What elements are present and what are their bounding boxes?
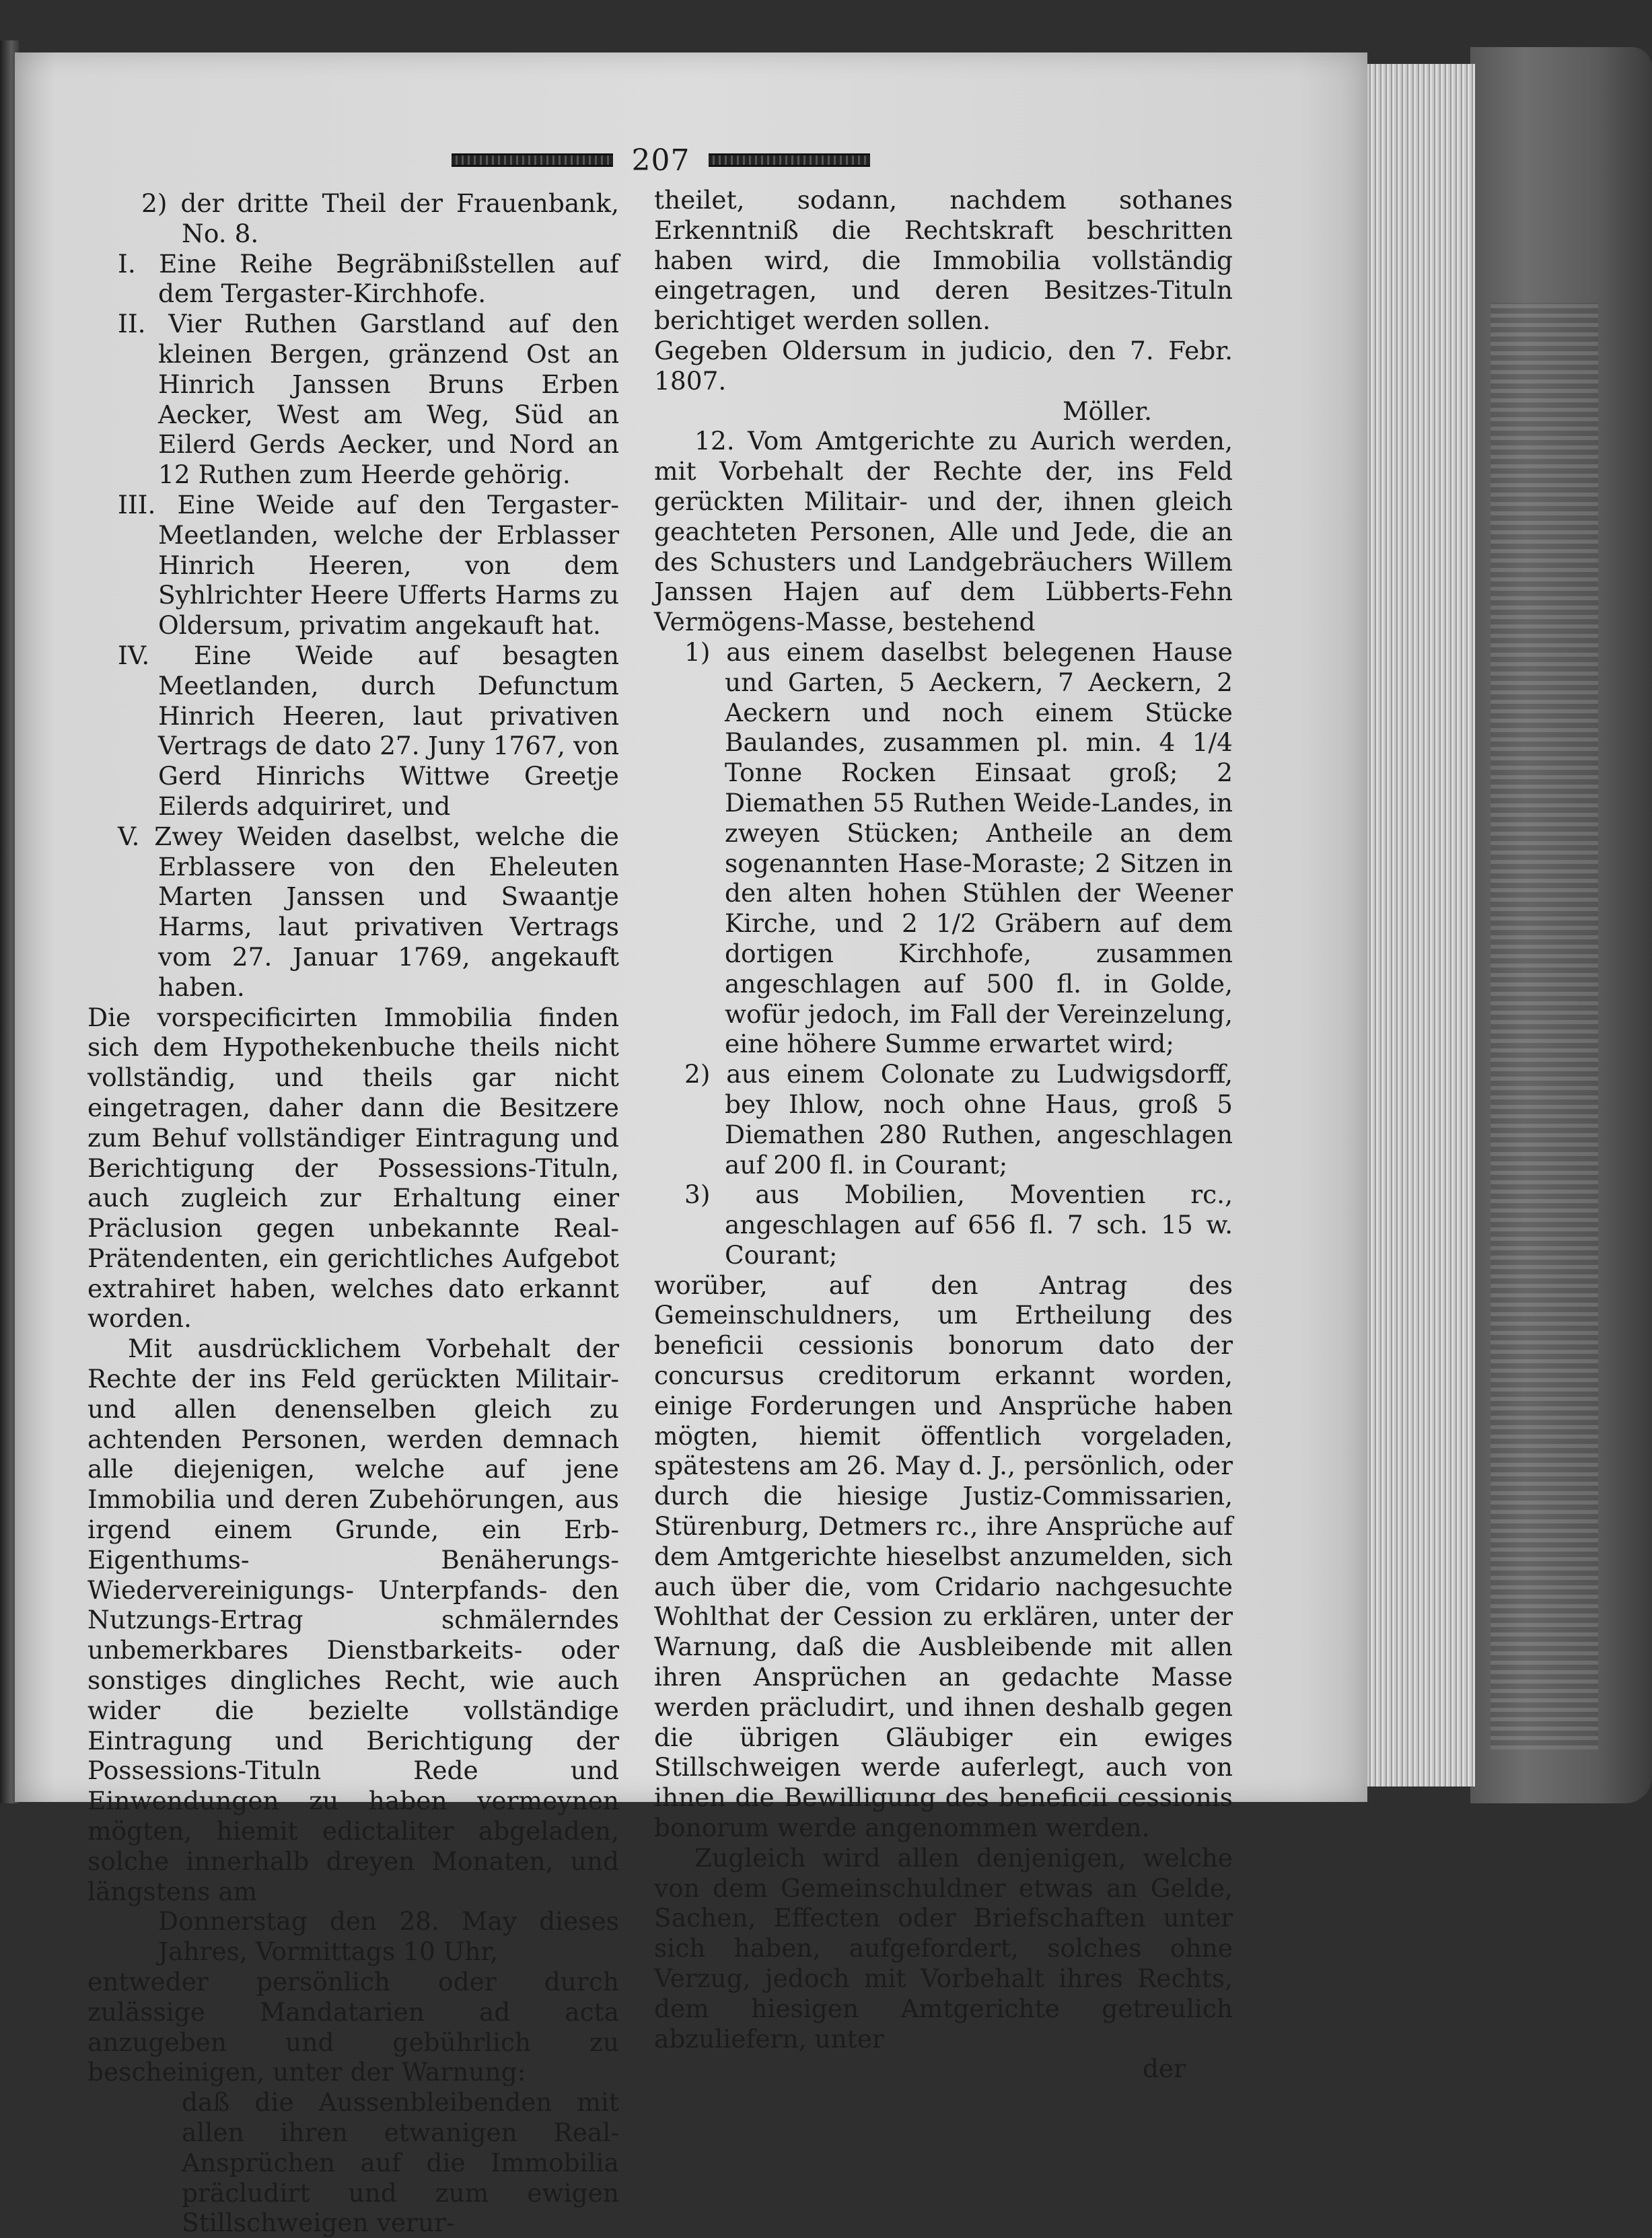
- header-rule-left: [452, 153, 613, 167]
- right-column-paragraph: Zugleich wird allen denjenigen, welche von dem Gemeinschuldner etwas an Gelde, Sachen, Effecten oder Briefschaften unter sich haben, aufgefordert, solches ohne Verzug, jedoch mit Vorbehalt ihres Rechts, dem hiesigen Amtgerichte getreulich abzuliefern, unter: [654, 1842, 1233, 2054]
- right-column-paragraph: Gegeben Oldersum in judicio, den 7. Febr. 1807.: [654, 335, 1233, 396]
- right-column-paragraph: 3) aus Mobilien, Moventien rc., angeschlagen auf 656 fl. 7 sch. 15 w. Courant;: [684, 1180, 1233, 1270]
- left-column-paragraph: daß die Aussenbleibenden mit allen ihren etwanigen Real-Ansprüchen auf die Immobilia präcludirt und zum ewigen Stillschweigen verur-: [182, 2087, 619, 2238]
- right-column-paragraph: Möller.: [1063, 396, 1152, 426]
- right-column-paragraph: theilet, sodann, nachdem sothanes Erkenntniß die Rechtskraft beschritten haben wird, die Immobilia vollständig eingetragen, und deren Besitzes-Tituln berichtiget werden sollen.: [654, 185, 1233, 336]
- left-column-paragraph: V. Zwey Weiden daselbst, welche die Erblassere von den Eheleuten Marten Janssen und Swaantje Harms, laut privativen Vertrags vom 27. Januar 1769, angekauft haben.: [118, 821, 619, 1002]
- left-column-paragraph: Mit ausdrücklichem Vorbehalt der Rechte der ins Feld gerückten Militair- und allen denenselben gleich zu achtenden Personen, werden demnach alle diejenigen, welche auf jene Immobilia und deren Zubehörungen, aus irgend einem Grunde, ein Erb- Eigenthums- Benäherungs- Wiedervereinigungs- Unterpfands- den Nutzungs-Ertrag schmälerndes unbemerkbares Dienstbarkeits- oder sonstiges dingliches Recht, wie auch wider die bezielte vollständige Eintragung und Berichtigung der Possessions-Tituln Rede und Einwendungen zu haben vermeynen mögten, hiemit edictaliter abgeladen, solche innerhalb dreyen Monaten, und längstens am: [87, 1334, 619, 1906]
- page-header: [432, 140, 890, 180]
- right-column-paragraph: worüber, auf den Antrag des Gemeinschuldners, um Ertheilung des beneficii cessionis bonorum dato der concursus creditorum erkannt worden, einige Forderungen und Ansprüche haben mögten, hiemit öffentlich vorgeladen, spätestens am 26. May d. J., persönlich, oder durch die hiesige Justiz-Commissarien, Stürenburg, Detmers rc., ihre Ansprüche auf dem Amtgerichte hieselbst anzumelden, sich auch über die, vom Cridario nachgesuchte Wohlthat der Cession zu erklären, unter der Warnung, daß die Ausbleibende mit allen ihren Ansprüchen an gedachte Masse werden präcludirt, und ihnen deshalb gegen die übrigen Gläubiger ein ewiges Stillschweigen werde auferlegt, auch von ihnen die Bewilligung des beneficii cessionis bonorum werde angenommen werden.: [654, 1270, 1233, 1843]
- book-cover-edge: [1470, 47, 1652, 1803]
- right-column-paragraph: 2) aus einem Colonate zu Ludwigsdorff, bey Ihlow, noch ohne Haus, groß 5 Diemathen 280 Ruthen, angeschlagen auf 200 fl. in Courant;: [684, 1059, 1233, 1180]
- page-block-edge: [1366, 64, 1475, 1786]
- left-column-paragraph: IV. Eine Weide auf besagten Meetlanden, durch Defunctum Hinrich Heeren, laut privativen Vertrags de dato 27. Juny 1767, von Gerd Hinrichs Wittwe Greetje Eilerds adquiriret, und: [118, 640, 619, 821]
- left-column-paragraph: entweder persönlich oder durch zulässige Mandatarien ad acta anzugeben und gebührlich zu bescheinigen, unter der Warnung:: [87, 1967, 619, 2087]
- header-rule-right: [709, 153, 870, 167]
- left-column-paragraph: III. Eine Weide auf den Tergaster-Meetlanden, welche der Erblasser Hinrich Heeren, von dem Syhlrichter Heere Ufferts Harms zu Oldersum, privatim angekauft hat.: [118, 489, 619, 641]
- right-column-paragraph: 1) aus einem daselbst belegenen Hause und Garten, 5 Aeckern, 7 Aeckern, 2 Aeckern und noch einem Stücke Baulandes, zusammen pl. min. 4 1/4 Tonne Rocken Einsaat groß; 2 Diemathen 55 Ruthen Weide-Landes, in zweyen Stücken; Antheile an dem sogenannten Hase-Moraste; 2 Sitzen in den alten hohen Stühlen der Weener Kirche, und 2 1/2 Gräbern auf dem dortigen Kirchhofe, zusammen angeschlagen auf 500 fl. in Golde, wofür jedoch, im Fall der Vereinzelung, eine höhere Summe erwartet wird;: [684, 637, 1233, 1059]
- left-column: [87, 188, 619, 2238]
- left-column-paragraph: I. Eine Reihe Begräbnißstellen auf dem Tergaster-Kirchhofe.: [118, 248, 619, 309]
- right-column-paragraph: 12. Vom Amtgerichte zu Aurich werden, mit Vorbehalt der Rechte der, ins Feld gerückten Militair- und der, ihnen gleich geachteten Personen, Alle und Jede, die an des Schusters und Landgebräuchers Willem Janssen Hajen auf dem Lübberts-Fehn Vermögens-Masse, bestehend: [654, 426, 1233, 637]
- left-column-paragraph: 2) der dritte Theil der Frauenbank, No. 8.: [141, 188, 619, 248]
- page-number: 207: [631, 143, 690, 178]
- left-column-paragraph: Die vorspecificirten Immobilia finden sich dem Hypothekenbuche theils nicht vollständig, und theils gar nicht eingetragen, daher dann die Besitzere zum Behuf vollständiger Eintragung und Berichtigung der Possessions-Tituln, auch zugleich zur Erhaltung einer Präclusion gegen unbekannte Real-Prätendenten, ein gerichtliches Aufgebot extrahiret haben, welches dato erkannt worden.: [87, 1002, 619, 1334]
- right-column: [654, 185, 1233, 2084]
- left-column-paragraph: II. Vier Ruthen Garstland auf den kleinen Bergen, gränzend Ost an Hinrich Janssen Bruns Erben Aecker, West am Weg, Süd an Eilerd Gerds Aecker, und Nord an 12 Ruthen zum Heerde gehörig.: [118, 309, 619, 490]
- left-column-paragraph: Donnerstag den 28. May dieses Jahres, Vormittags 10 Uhr,: [158, 1906, 619, 1967]
- right-column-paragraph: der: [1142, 2054, 1186, 2084]
